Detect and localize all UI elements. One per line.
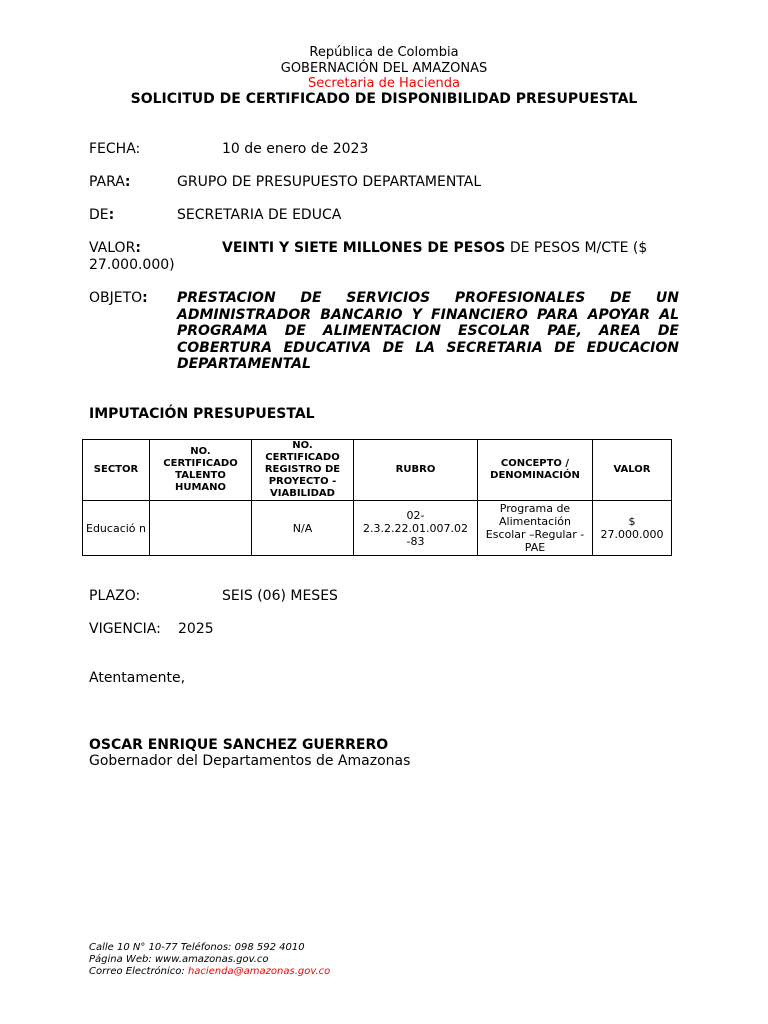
de-label bbox=[89, 207, 114, 224]
valor-rest: DE PESOS M/CTE ($ bbox=[505, 240, 648, 256]
objeto-value bbox=[177, 290, 679, 373]
valor-value bbox=[222, 240, 647, 257]
signatory-name: OSCAR ENRIQUE SANCHEZ GUERRERO bbox=[89, 737, 389, 753]
cell-valor: $ 27.000.000 bbox=[593, 501, 672, 556]
de-value: SECRETARIA DE EDUCA bbox=[177, 207, 342, 223]
table-row bbox=[83, 501, 672, 556]
col-valor: VALOR bbox=[593, 440, 672, 501]
col-registro: NO. CERTIFICADO REGISTRO DE PROYECTO - VIABILIDAD bbox=[252, 440, 354, 501]
footer-email-label: Correo Electrónico: bbox=[89, 966, 188, 977]
objeto-text: PRESTACION DE SERVICIOS PROFESIONALES DE UN ADMINISTRADOR BANCARIO Y FINANCIERO PARA APOYAR AL PROGRAMA DE ALIMENTACION ESCOLAR PAE, AREA DE COBERTURA EDUCATIVA DE LA SECRETARIA DE EDUCACION bbox=[177, 290, 679, 356]
cell-sector: Educació n bbox=[83, 501, 150, 556]
para-colon: : bbox=[124, 174, 131, 190]
table-header-row bbox=[83, 440, 672, 501]
valor-label bbox=[89, 240, 141, 257]
de-label-text: DE bbox=[89, 207, 109, 223]
fecha-value: 10 de enero de 2023 bbox=[222, 141, 369, 157]
valor-words: VEINTI Y SIETE MILLONES DE PESOS bbox=[222, 240, 506, 256]
valor-colon: : bbox=[135, 240, 141, 256]
valor-number: 27.000.000) bbox=[89, 257, 175, 273]
document-title: SOLICITUD DE CERTIFICADO DE DISPONIBILIDAD PRESUPUESTAL bbox=[130, 91, 638, 107]
para-label bbox=[89, 174, 130, 191]
col-sector: SECTOR bbox=[83, 440, 150, 501]
vigencia-label: VIGENCIA: bbox=[89, 621, 161, 637]
header-country: República de Colombia bbox=[309, 45, 459, 60]
imputacion-heading: IMPUTACIÓN PRESUPUESTAL bbox=[89, 406, 315, 422]
col-concepto: CONCEPTO / DENOMINACIÓN bbox=[478, 440, 593, 501]
footer-email-link[interactable]: hacienda@amazonas.gov.co bbox=[187, 966, 331, 977]
para-value: GRUPO DE PRESUPUESTO DEPARTAMENTAL bbox=[177, 174, 482, 190]
objeto-label bbox=[89, 290, 148, 307]
signatory-position: Gobernador del Departamentos de Amazonas bbox=[89, 753, 411, 769]
para-label-text: PARA bbox=[89, 174, 125, 190]
cell-concepto: Programa de Alimentación Escolar –Regular - PAE bbox=[478, 501, 593, 556]
plazo-value: SEIS (06) MESES bbox=[222, 588, 338, 604]
budget-table bbox=[82, 439, 672, 556]
footer-email-line bbox=[89, 966, 330, 978]
closing-text: Atentamente, bbox=[89, 670, 186, 686]
objeto-last-line: DEPARTAMENTAL bbox=[177, 356, 311, 372]
plazo-label: PLAZO: bbox=[89, 588, 141, 604]
cell-rubro: 02- 2.3.2.22.01.007.02 -83 bbox=[354, 501, 478, 556]
footer-web: Página Web: www.amazonas.gov.co bbox=[89, 954, 269, 965]
col-rubro: RUBRO bbox=[354, 440, 478, 501]
valor-label-text: VALOR bbox=[89, 240, 136, 256]
footer-address: Calle 10 N° 10-77 Teléfonos: 098 592 4010 bbox=[89, 942, 305, 953]
header-office: Secretaria de Hacienda bbox=[308, 76, 460, 91]
header-government: GOBERNACIÓN DEL AMAZONAS bbox=[280, 61, 488, 76]
cell-talento bbox=[150, 501, 252, 556]
cell-registro: N/A bbox=[252, 501, 354, 556]
objeto-label-text: OBJETO bbox=[89, 290, 143, 306]
col-talento: NO. CERTIFICADO TALENTO HUMANO bbox=[150, 440, 252, 501]
objeto-colon: : bbox=[142, 290, 148, 306]
fecha-label: FECHA: bbox=[89, 141, 141, 157]
vigencia-value: 2025 bbox=[178, 621, 214, 637]
de-colon: : bbox=[108, 207, 115, 223]
